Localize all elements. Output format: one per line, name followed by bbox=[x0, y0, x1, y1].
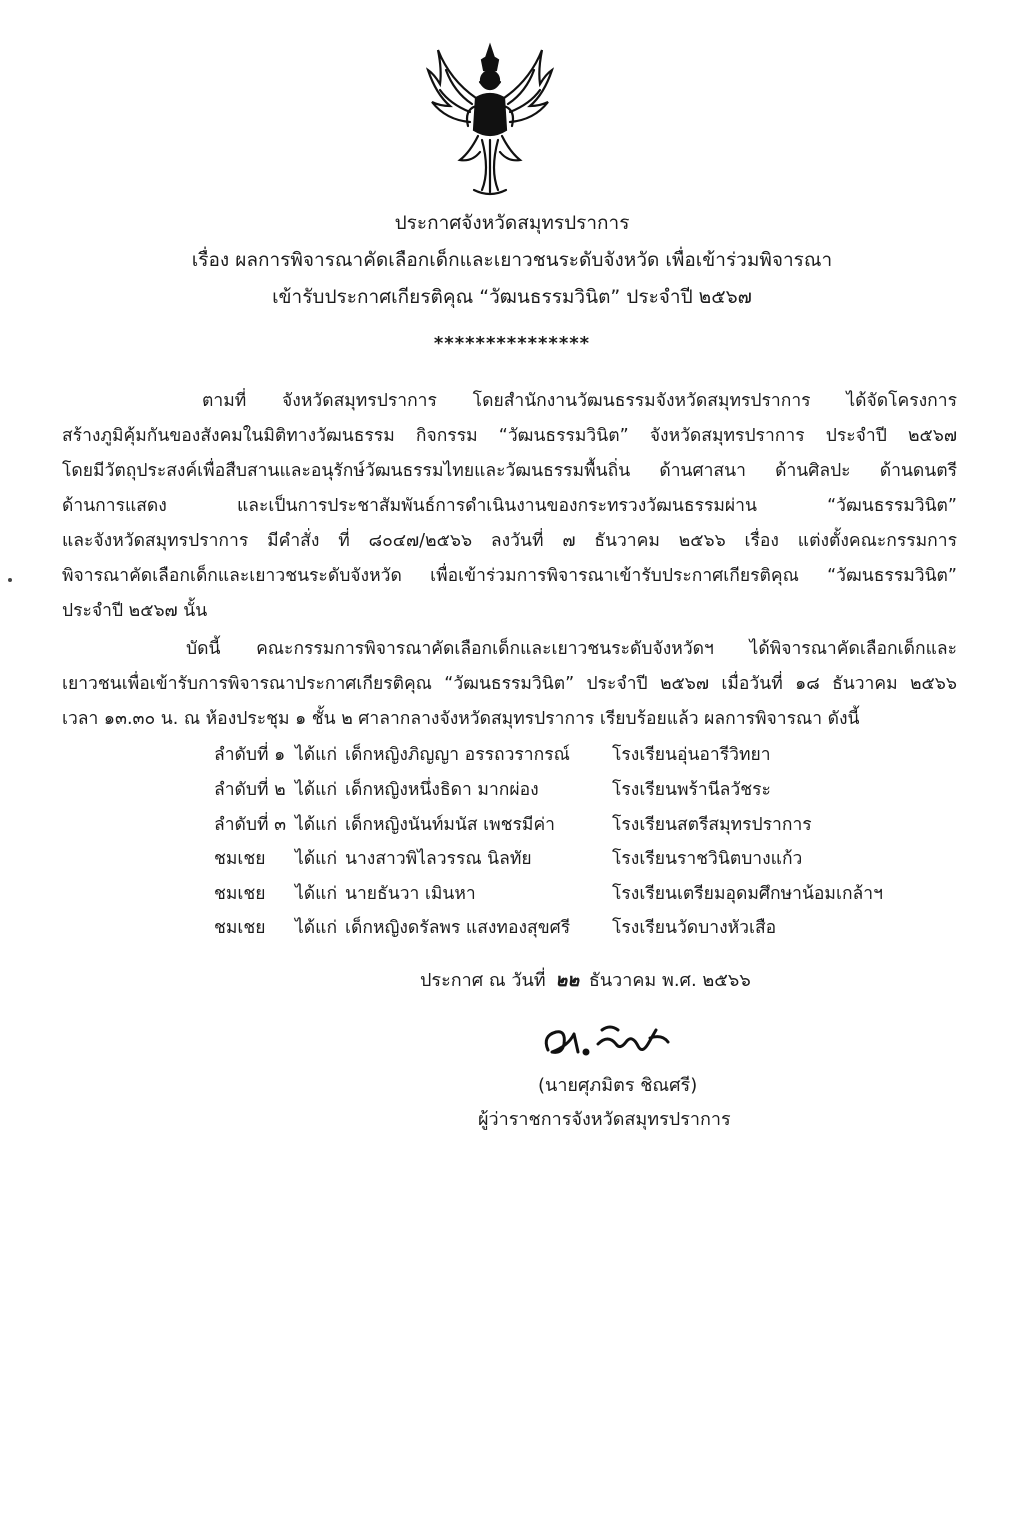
result-label: ได้แก่ bbox=[295, 780, 338, 800]
result-name: เด็กหญิงหนึ่งธิดา มากผ่อง bbox=[345, 780, 539, 800]
paper-speck bbox=[8, 578, 12, 582]
result-row bbox=[0, 740, 1024, 772]
signer-position: ผู้ว่าราชการจังหวัดสมุทรปราการ bbox=[478, 1109, 731, 1130]
result-label: ได้แก่ bbox=[295, 849, 338, 869]
date-prefix: ประกาศ ณ วันที่ bbox=[420, 970, 546, 991]
paragraph-line: โดยมีวัตถุประสงค์เพื่อสืบสานและอนุรักษ์วัฒนธรรมไทยและวัฒนธรรมพื้นถิ่น ด้านศาสนา ด้านศิลปะ ด้านดนตรี bbox=[62, 461, 957, 481]
result-rank: ชมเชย bbox=[214, 918, 266, 938]
result-rank: ชมเชย bbox=[214, 849, 266, 869]
paragraph-line: บัดนี้ คณะกรรมการพิจารณาคัดเลือกเด็กและเยาวชนระดับจังหวัดฯ ได้พิจารณาคัดเลือกเด็กและ bbox=[186, 639, 957, 659]
garuda-emblem-icon bbox=[420, 40, 560, 200]
result-row bbox=[0, 844, 1024, 876]
signature-icon bbox=[538, 1020, 678, 1064]
paragraph-background bbox=[62, 384, 957, 629]
paragraph-line: พิจารณาคัดเลือกเด็กและเยาวชนระดับจังหวัด เพื่อเข้าร่วมการพิจารณาเข้ารับประกาศเกียรติคุณ “วัฒนธรรมวินิต” bbox=[62, 566, 957, 586]
result-label: ได้แก่ bbox=[295, 884, 338, 904]
result-school: โรงเรียนเตรียมอุดมศึกษาน้อมเกล้าฯ bbox=[612, 884, 883, 904]
date-suffix: ธันวาคม พ.ศ. ๒๕๖๖ bbox=[588, 970, 751, 991]
paragraph-line: สร้างภูมิคุ้มกันของสังคมในมิติทางวัฒนธรรม กิจกรรม “วัฒนธรรมวินิต” จังหวัดสมุทรปราการ ประจำปี ๒๕๖๗ bbox=[62, 426, 957, 446]
result-row bbox=[0, 775, 1024, 807]
result-rank: ลำดับที่ ๒ bbox=[214, 780, 286, 800]
result-school: โรงเรียนวัดบางหัวเสือ bbox=[612, 918, 777, 938]
result-rank: ลำดับที่ ๑ bbox=[214, 745, 286, 765]
result-row bbox=[0, 879, 1024, 911]
paragraph-line: และจังหวัดสมุทรปราการ มีคำสั่ง ที่ ๘๐๔๗/๒๕๖๖ ลงวันที่ ๗ ธันวาคม ๒๕๖๖ เรื่อง แต่งตั้งคณะกรรมการ bbox=[62, 531, 957, 551]
result-name: นางสาวพิไลวรรณ นิลทัย bbox=[345, 849, 532, 869]
result-row bbox=[0, 913, 1024, 945]
result-school: โรงเรียนราชวินิตบางแก้ว bbox=[612, 849, 803, 869]
result-row bbox=[0, 810, 1024, 842]
result-label: ได้แก่ bbox=[295, 918, 338, 938]
result-label: ได้แก่ bbox=[295, 745, 338, 765]
result-name: เด็กหญิงนันท์มนัส เพชรมีค่า bbox=[345, 815, 555, 835]
subject-line-2: เข้ารับประกาศเกียรติคุณ “วัฒนธรรมวินิต” ประจำปี ๒๕๖๗ bbox=[272, 286, 752, 308]
paragraph-line: ตามที่ จังหวัดสมุทรปราการ โดยสำนักงานวัฒนธรรมจังหวัดสมุทรปราการ ได้จัดโครงการ bbox=[202, 391, 957, 411]
result-name: นายธันวา เมินหา bbox=[345, 884, 476, 904]
result-school: โรงเรียนอุ่นอารีวิทยา bbox=[612, 745, 771, 765]
announcement-title: ประกาศจังหวัดสมุทรปราการ bbox=[394, 212, 630, 234]
result-rank: ชมเชย bbox=[214, 884, 266, 904]
date-day-handwritten: ๒๒ bbox=[555, 970, 580, 991]
result-school: โรงเรียนพร้านีลวัชระ bbox=[612, 780, 771, 800]
result-rank: ลำดับที่ ๓ bbox=[214, 815, 287, 835]
paragraph-line: ประจำปี ๒๕๖๗ นั้น bbox=[62, 601, 208, 621]
result-name: เด็กหญิงภิญญา อรรถวรากรณ์ bbox=[345, 745, 570, 765]
separator-stars: *************** bbox=[433, 333, 591, 354]
result-label: ได้แก่ bbox=[295, 815, 338, 835]
signer-name: (นายศุภมิตร ชิณศรี) bbox=[538, 1075, 698, 1096]
paragraph-line: เวลา ๑๓.๓๐ น. ณ ห้องประชุม ๑ ชั้น ๒ ศาลากลางจังหวัดสมุทรปราการ เรียบร้อยแล้ว ผลการพิจารณา ดังนี้ bbox=[62, 709, 860, 729]
paragraph-line: ด้านการแสดง และเป็นการประชาสัมพันธ์การดำเนินงานของกระทรวงวัฒนธรรมผ่าน “วัฒนธรรมวินิต” bbox=[62, 496, 957, 516]
paragraph-line: เยาวชนเพื่อเข้ารับการพิจารณาประกาศเกียรติคุณ “วัฒนธรรมวินิต” ประจำปี ๒๕๖๗ เมื่อวันที่ ๑๘ ธันวาคม ๒๕๖๖ bbox=[62, 674, 957, 694]
announcement-date bbox=[420, 965, 751, 994]
result-school: โรงเรียนสตรีสมุทรปราการ bbox=[612, 815, 812, 835]
paragraph-results-intro bbox=[62, 632, 957, 737]
result-name: เด็กหญิงดรัลพร แสงทองสุขศรี bbox=[345, 918, 571, 938]
subject-line: เรื่อง ผลการพิจารณาคัดเลือกเด็กและเยาวชนระดับจังหวัด เพื่อเข้าร่วมพิจารณา bbox=[191, 249, 833, 271]
